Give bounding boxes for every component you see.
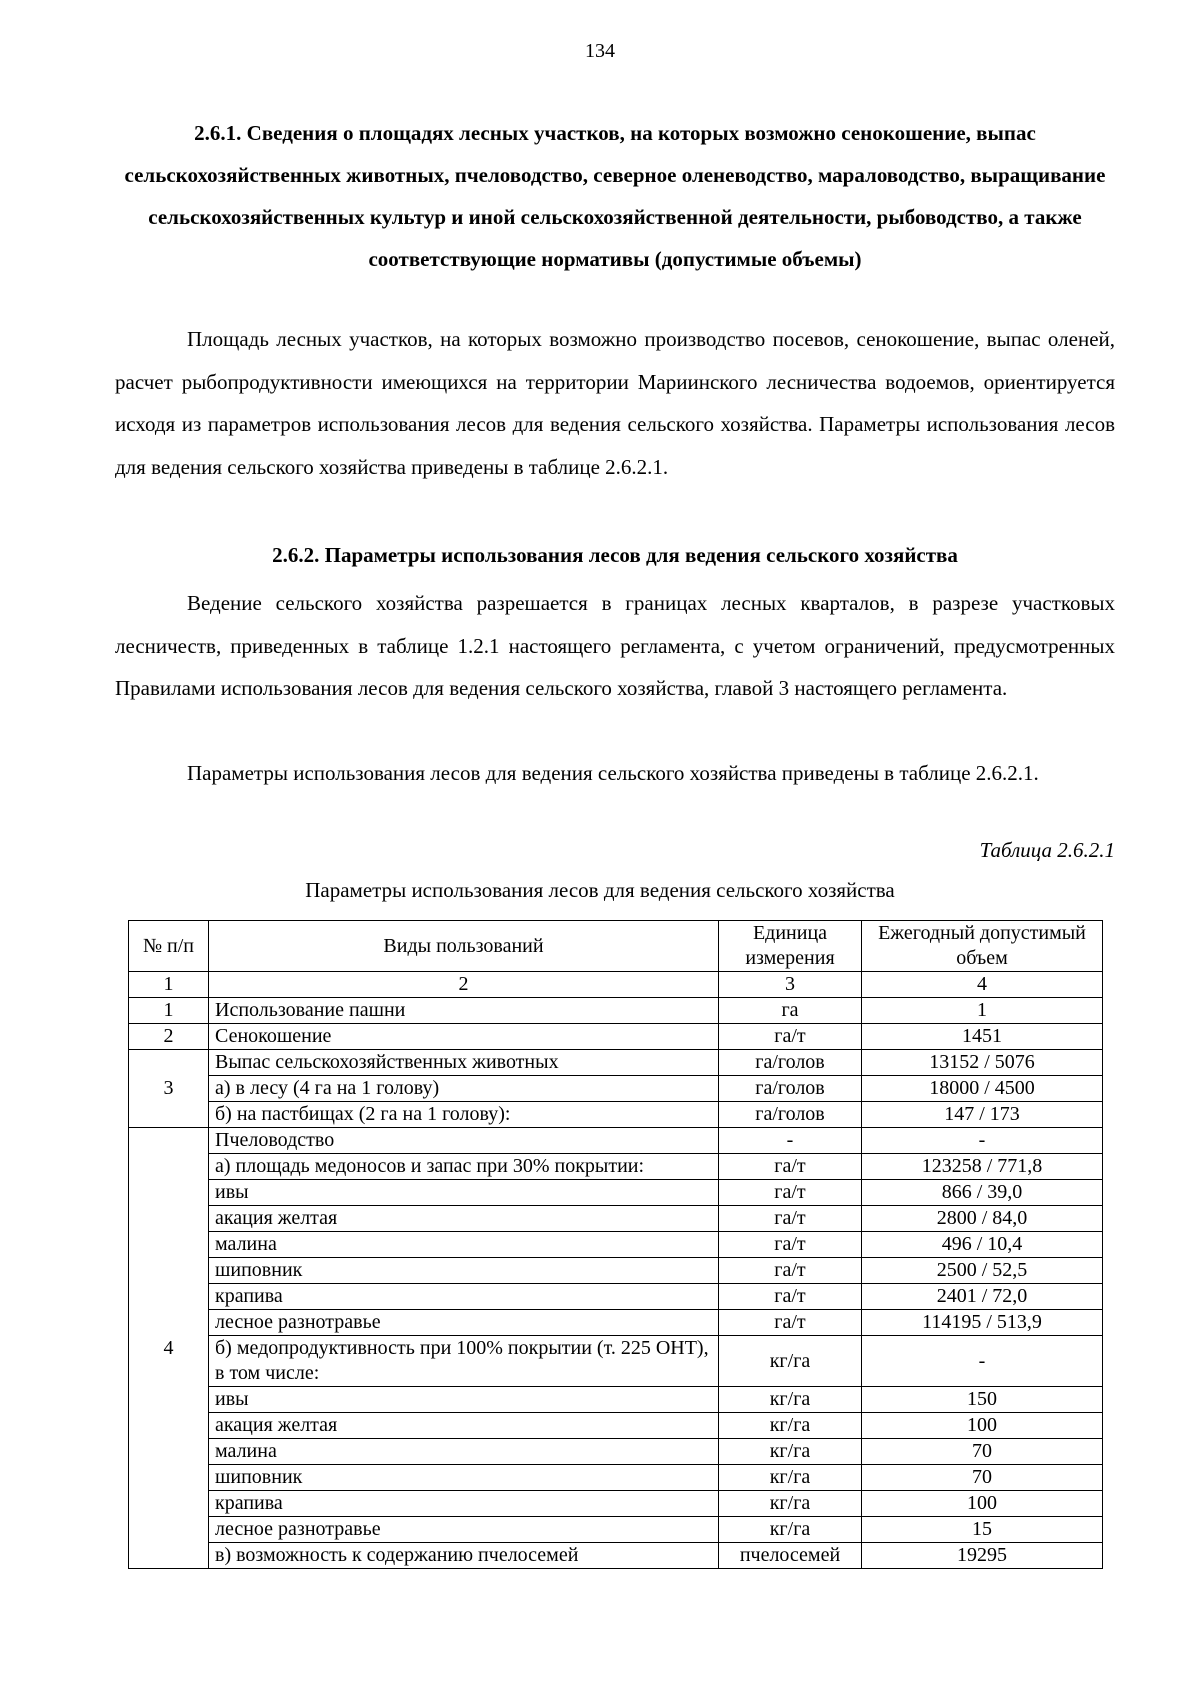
usage-type-cell: лесное разнотравье: [209, 1517, 719, 1543]
volume-cell: 114195 / 513,9: [862, 1310, 1103, 1336]
paragraph-agriculture-permission: Ведение сельского хозяйства разрешается в границах лесных кварталов, в разрезе участковых лесничеств, приведенных в таблице 1.2.1 настоящего регламента, с учетом ограничений, предусмотренных Правилами использования лесов для ведения сельского хозяйства, главой 3 настоящего регламента.: [115, 591, 1115, 700]
column-number-row: [129, 972, 1103, 998]
table-row: [129, 1413, 1103, 1439]
volume-cell: 100: [862, 1491, 1103, 1517]
volume-cell: -: [862, 1336, 1103, 1387]
column-number-cell: 4: [862, 972, 1103, 998]
table-row: [129, 1439, 1103, 1465]
parameters-table: [128, 920, 1103, 1569]
table-row: [129, 1180, 1103, 1206]
table-row: [129, 1076, 1103, 1102]
row-number-cell: 4: [129, 1128, 209, 1569]
usage-type-cell: шиповник: [209, 1465, 719, 1491]
usage-type-cell: Пчеловодство: [209, 1128, 719, 1154]
volume-cell: 70: [862, 1465, 1103, 1491]
usage-type-cell: крапива: [209, 1284, 719, 1310]
column-number-cell: 1: [129, 972, 209, 998]
usage-type-cell: а) в лесу (4 га на 1 голову): [209, 1076, 719, 1102]
volume-cell: 147 / 173: [862, 1102, 1103, 1128]
table-row: [129, 1154, 1103, 1180]
row-number-cell: 3: [129, 1050, 209, 1128]
usage-type-cell: в) возможность к содержанию пчелосемей: [209, 1543, 719, 1569]
header-cell: Ежегодный допустимый объем: [862, 921, 1103, 972]
table-row: [129, 1050, 1103, 1076]
volume-cell: 150: [862, 1387, 1103, 1413]
usage-type-cell: Выпас сельскохозяйственных животных: [209, 1050, 719, 1076]
header-cell: Виды пользований: [209, 921, 719, 972]
unit-cell: кг/га: [719, 1387, 862, 1413]
unit-cell: га/т: [719, 1258, 862, 1284]
table-row: [129, 1543, 1103, 1569]
usage-type-cell: Использование пашни: [209, 998, 719, 1024]
page-number: 134: [585, 40, 615, 62]
volume-cell: 2800 / 84,0: [862, 1206, 1103, 1232]
unit-cell: га: [719, 998, 862, 1024]
table-row: [129, 1128, 1103, 1154]
usage-type-cell: крапива: [209, 1491, 719, 1517]
unit-cell: га/т: [719, 1232, 862, 1258]
table-row: [129, 1517, 1103, 1543]
unit-cell: га/т: [719, 1154, 862, 1180]
usage-type-cell: ивы: [209, 1387, 719, 1413]
volume-cell: 2500 / 52,5: [862, 1258, 1103, 1284]
volume-cell: 496 / 10,4: [862, 1232, 1103, 1258]
usage-type-cell: лесное разнотравье: [209, 1310, 719, 1336]
unit-cell: га/т: [719, 1180, 862, 1206]
unit-cell: га/т: [719, 1284, 862, 1310]
table-row: [129, 1284, 1103, 1310]
volume-cell: 15: [862, 1517, 1103, 1543]
usage-type-cell: акация желтая: [209, 1413, 719, 1439]
column-number-cell: 2: [209, 972, 719, 998]
unit-cell: га/голов: [719, 1102, 862, 1128]
usage-type-cell: малина: [209, 1232, 719, 1258]
volume-cell: 1: [862, 998, 1103, 1024]
volume-cell: 2401 / 72,0: [862, 1284, 1103, 1310]
unit-cell: га/т: [719, 1310, 862, 1336]
row-number-cell: 1: [129, 998, 209, 1024]
volume-cell: -: [862, 1128, 1103, 1154]
table-row: [129, 1336, 1103, 1387]
unit-cell: кг/га: [719, 1465, 862, 1491]
header-cell: Единица измерения: [719, 921, 862, 972]
table-header-row: [129, 921, 1103, 972]
section-heading-2-6-1: 2.6.1. Сведения о площадях лесных участков, на которых возможно сенокошение, выпас сельскохозяйственных животных, пчеловодство, северное оленеводство, мараловодство, выращивание сельскохозяйственных культур и иной сельскохозяйственной деятельности, рыбоводство, а также соответствующие нормативы (допустимые объемы): [124, 121, 1106, 271]
unit-cell: кг/га: [719, 1336, 862, 1387]
volume-cell: 13152 / 5076: [862, 1050, 1103, 1076]
unit-cell: кг/га: [719, 1517, 862, 1543]
unit-cell: га/т: [719, 1206, 862, 1232]
unit-cell: га/т: [719, 1024, 862, 1050]
unit-cell: пчелосемей: [719, 1543, 862, 1569]
usage-type-cell: б) медопродуктивность при 100% покрытии (т. 225 ОНТ), в том числе:: [209, 1336, 719, 1387]
usage-type-cell: а) площадь медоносов и запас при 30% покрытии:: [209, 1154, 719, 1180]
unit-cell: -: [719, 1128, 862, 1154]
volume-cell: 1451: [862, 1024, 1103, 1050]
usage-type-cell: акация желтая: [209, 1206, 719, 1232]
section-heading-2-6-2: 2.6.2. Параметры использования лесов для ведения сельского хозяйства: [272, 543, 958, 567]
table-row: [129, 1258, 1103, 1284]
table-row: [129, 1491, 1103, 1517]
usage-type-cell: б) на пастбищах (2 га на 1 голову):: [209, 1102, 719, 1128]
usage-type-cell: Сенокошение: [209, 1024, 719, 1050]
table-row: [129, 1102, 1103, 1128]
table-row: [129, 1310, 1103, 1336]
row-number-cell: 2: [129, 1024, 209, 1050]
unit-cell: кг/га: [719, 1413, 862, 1439]
volume-cell: 866 / 39,0: [862, 1180, 1103, 1206]
paragraph-table-reference: Параметры использования лесов для ведения сельского хозяйства приведены в таблице 2.6.2.1.: [187, 761, 1039, 785]
column-number-cell: 3: [719, 972, 862, 998]
header-cell: № п/п: [129, 921, 209, 972]
volume-cell: 70: [862, 1439, 1103, 1465]
table-row: [129, 1206, 1103, 1232]
usage-type-cell: ивы: [209, 1180, 719, 1206]
table-row: [129, 1024, 1103, 1050]
unit-cell: кг/га: [719, 1439, 862, 1465]
volume-cell: 123258 / 771,8: [862, 1154, 1103, 1180]
table-row: [129, 1232, 1103, 1258]
volume-cell: 18000 / 4500: [862, 1076, 1103, 1102]
table-row: [129, 998, 1103, 1024]
table-title: Параметры использования лесов для ведения сельского хозяйства: [305, 878, 895, 902]
table-caption: Таблица 2.6.2.1: [979, 838, 1115, 862]
volume-cell: 100: [862, 1413, 1103, 1439]
table-row: [129, 1387, 1103, 1413]
unit-cell: га/голов: [719, 1050, 862, 1076]
table-row: [129, 1465, 1103, 1491]
usage-type-cell: шиповник: [209, 1258, 719, 1284]
usage-type-cell: малина: [209, 1439, 719, 1465]
paragraph-area-description: Площадь лесных участков, на которых возможно производство посевов, сенокошение, выпас оленей, расчет рыбопродуктивности имеющихся на территории Мариинского лесничества водоемов, ориентируется исходя из параметров использования лесов для ведения сельского хозяйства. Параметры использования лесов для ведения сельского хозяйства приведены в таблице 2.6.2.1.: [115, 327, 1115, 479]
unit-cell: га/голов: [719, 1076, 862, 1102]
unit-cell: кг/га: [719, 1491, 862, 1517]
volume-cell: 19295: [862, 1543, 1103, 1569]
